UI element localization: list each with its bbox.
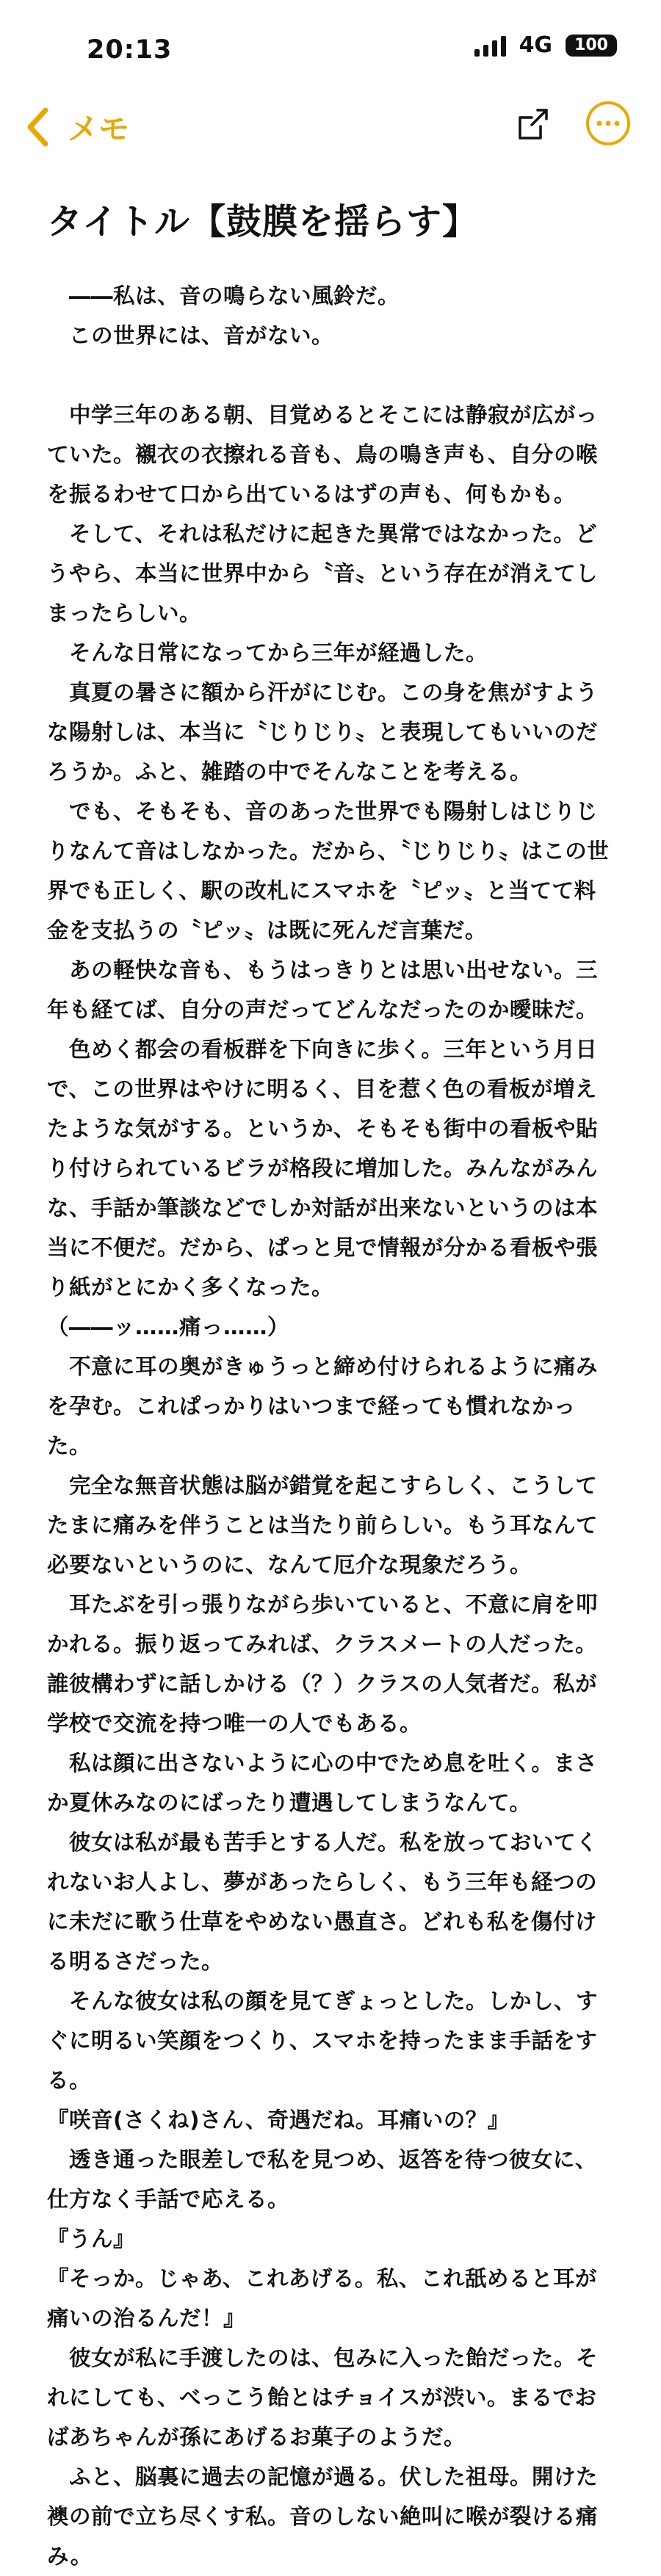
back-button[interactable] bbox=[26, 94, 129, 160]
status-bar bbox=[0, 0, 661, 88]
note-paragraph: でも、そもそも、音のあった世界でも陽射しはじりじりなんて音はしなかった。だから、〝じりじり〟はこの世界でも正しく、駅の改札にスマホを〝ピッ〟と当てて料金を支払うの〝ピッ〟は既に死んだ言葉だ。 bbox=[47, 799, 610, 943]
note-paragraph: （――ッ……痛っ……） bbox=[47, 1314, 290, 1339]
note-paragraph: 不意に耳の奥がきゅうっと締め付けられるように痛みを孕む。これぱっかりはいつまで経っても慣れなかった。 bbox=[47, 1354, 599, 1458]
network-type: 4G bbox=[519, 32, 553, 58]
status-time: 20:13 bbox=[87, 35, 173, 65]
note-paragraph: 真夏の暑さに額から汗がにじむ。この身を焦がすような陽射しは、本当に〝じりじり〟と表現してもいいのだろうか。ふと、雑踏の中でそんなことを考える。 bbox=[47, 680, 599, 784]
status-indicators bbox=[474, 32, 617, 58]
note-paragraph: 『咲音(さくね)さん、奇遇だね。耳痛いの？』 bbox=[47, 2108, 510, 2132]
note-paragraph: 私は顔に出さないように心の中でため息を吐く。まさか夏休みなのにばったり遭遇してしまうなんて。 bbox=[47, 1751, 598, 1815]
note-paragraph: 中学三年のある朝、目覚めるとそこには静寂が広がっていた。襯衣の衣擦れる音も、鳥の鳴き声も、自分の喉を振るわせて口から出ているはずの声も、何もかも。 bbox=[47, 402, 599, 507]
note-paragraph: 彼女が私に手渡したのは、包みに入った飴だった。それにしても、べっこう飴とはチョイスが渋い。まるでおばあちゃんが孫にあげるお菓子のようだ。 bbox=[47, 2345, 599, 2450]
note-paragraph: 彼女は私が最も苦手とする人だ。私を放っておいてくれないお人よし、夢があったらしく、もう三年も経つのに未だに歌う仕草をやめない愚直さ。どれも私を傷付ける明るさだった。 bbox=[47, 1830, 599, 1974]
note-paragraph: 完全な無音状態は脳が錯覚を起こすらしく、こうしてたまに痛みを伴うことは当たり前らしい。もう耳なんて必要ないというのに、なんて厄介な現象だろう。 bbox=[47, 1473, 599, 1577]
note-paragraph: そんな日常になってから三年が経過した。 bbox=[47, 640, 488, 665]
nav-actions bbox=[511, 100, 632, 147]
note-paragraph: ――私は、音の鳴らない風鈴だ。 bbox=[47, 283, 400, 308]
note-paragraph: ふと、脳裏に過去の記憶が過る。伏した祖母。開けた襖の前で立ち尽くす私。音のしない絶叫に喉が裂ける痛み。 bbox=[47, 2464, 599, 2569]
blank-line bbox=[47, 355, 614, 395]
note-paragraph: そんな彼女は私の顔を見てぎょっとした。しかし、すぐに明るい笑顔をつくり、スマホを持ったまま手話をする。 bbox=[47, 1989, 599, 2093]
nav-bar bbox=[0, 94, 661, 160]
signal-icon bbox=[474, 35, 506, 57]
more-icon[interactable] bbox=[585, 100, 632, 147]
note-paragraph: 『うん』 bbox=[47, 2226, 136, 2251]
note-body bbox=[47, 276, 614, 2576]
battery-badge: 100 bbox=[566, 35, 617, 57]
share-icon[interactable] bbox=[511, 101, 555, 145]
note-content[interactable] bbox=[47, 198, 614, 2576]
note-title: タイトル【鼓膜を揺らす】 bbox=[47, 201, 479, 242]
note-paragraph: この世界には、音がない。 bbox=[47, 323, 334, 348]
chevron-left-icon bbox=[26, 107, 48, 147]
note-paragraph: 透き通った眼差しで私を見つめ、返答を待つ彼女に、仕方なく手話で応える。 bbox=[47, 2147, 597, 2212]
note-paragraph: 色めく都会の看板群を下向きに歩く。三年という月日で、この世界はやけに明るく、目を惹く色の看板が増えたような気がする。というか、そもそも街中の看板や貼り付けられているビラが格段に増加した。みんながみんな、手話か筆談などでしか対話が出来ないというのは本当に不便だ。だから、ぱっと見で情報が分かる看板や張り紙がとにかく多くなった。 bbox=[47, 1037, 599, 1300]
note-paragraph: あの軽快な音も、もうはっきりとは思い出せない。三年も経てば、自分の声だってどんなだったのか曖昧だ。 bbox=[47, 958, 599, 1022]
note-paragraph: 『そっか。じゃあ、これあげる。私、これ舐めると耳が痛いの治るんだ！』 bbox=[47, 2266, 597, 2331]
note-paragraph: 耳たぶを引っ張りながら歩いていると、不意に肩を叩かれる。振り返ってみれば、クラスメートの人だった。誰彼構わずに話しかける（？）クラスの人気者だ。私が学校で交流を持つ唯一の人でもある。 bbox=[47, 1592, 599, 1736]
back-label: メモ bbox=[68, 111, 130, 147]
note-paragraph: そして、それは私だけに起きた異常ではなかった。どうやら、本当に世界中から〝音〟という存在が消えてしまったらしい。 bbox=[47, 521, 599, 626]
